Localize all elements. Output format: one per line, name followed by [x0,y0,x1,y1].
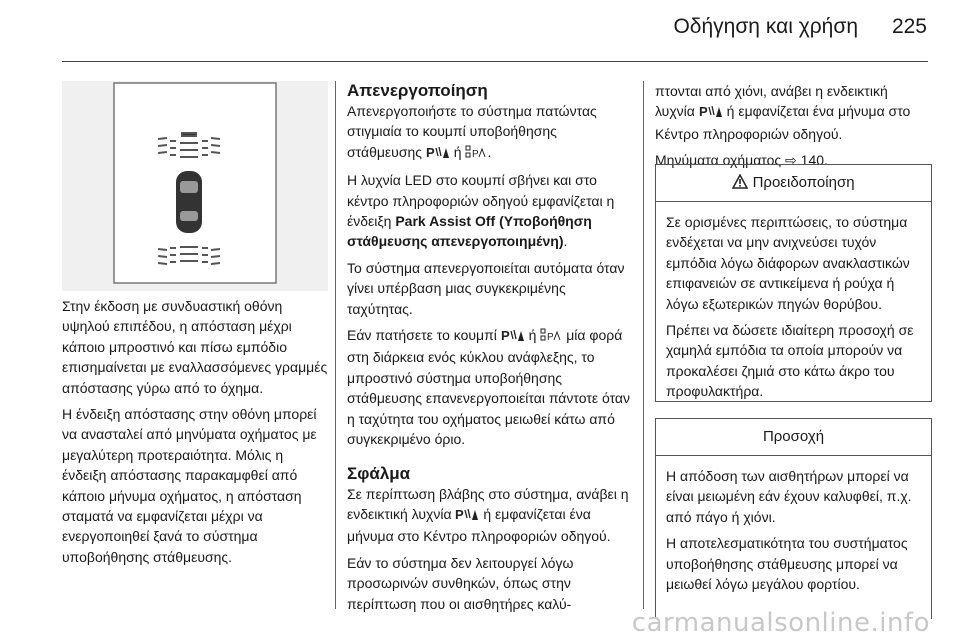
column-2 [347,81,631,620]
page-number: 225 [891,15,927,38]
page-header-title: Οδήγηση και χρήση [673,15,858,38]
caution-box [655,418,932,619]
caution-title: Προσοχή [762,428,825,445]
paragraph: Σε ορισμένες περιπτώσεις, το σύστημα ενδέχεται να μην ανιχνεύσει τυχόν εμπόδια λόγω διάφορων ανακλαστικών επιφανειών σε αντικείμενα ή ρούχα ή λόγω εξωτερικών πηγών θορύβου. [666,214,910,312]
paragraph: Σε περίπτωση βλάβης στο σύστημα, ανάβει η ενδεικτική λυχνία P ή εμφανίζεται ένα μήνυμα στο Κέντρο πληροφοριών οδηγού. [347,485,629,545]
fault-heading: Σφάλμα [347,463,411,483]
svg-text:P: P [472,148,480,159]
paragraph: Το σύστημα απενεργοποιείται αυτόματα όταν γίνει υπέρβαση μιας συγκεκριμένης ταχύτητας. [347,259,625,317]
park-assist-icon [426,144,450,164]
column-divider [643,81,644,609]
park-sensor-icon [540,327,562,347]
paragraph: Απενεργοποιήστε το σύστημα πατώντας στιγμιαία το κουμπί υποβοήθησης στάθμευσης P ή P . [347,101,631,164]
parking-display-illustration [62,81,328,291]
paragraph: Εάν πατήσετε το κουμπί P ή P μία φορά στη διάρκεια ενός κύκλου ανάφλεξης, το μπροστινό σύστημα υποβοήθησης στάθμευσης επανενεργοποιείται πάντοτε όταν η ταχύτητα του οχήματος μειωθεί κάτω από συγκεκριμένο όριο. [347,327,630,448]
paragraph: Η ένδειξη απόστασης στην οθόνη μπορεί να ανασταλεί από μηνύματα οχήματος με μεγαλύτερη προτεραιότητα. Μόλις η ένδειξη απόστασης παρακαμφθεί από κάποιο μήνυμα οχήματος, η απόσταση σταματά να εμφανίζεται μέχρι να ενεργοποιηθεί ξανά το σύστημα υποβοήθησης στάθμευσης. [62,406,317,565]
park-assist-icon [501,327,525,347]
svg-text:P: P [698,104,708,119]
paragraph: Η λυχνία LED στο κουμπί σβήνει και στο κέντρο πληροφοριών οδηγού εμφανίζεται η ένδειξη Park Assist Off (Υποβοήθηση στάθμευσης απενεργοποιημένη). [347,172,615,250]
column-3 [655,81,930,177]
paragraph: Στην έκδοση με συνδυαστική οθόνη υψηλού επιπέδου, η απόσταση μέχρι κάποιο μπροστινό και πίσω εμπόδιο επισημαίνεται με εναλλασσόμενες γραμμές απόστασης γύρω από το όχημα. [62,298,328,396]
park-assist-icon [699,103,723,123]
svg-text:P: P [425,144,435,159]
park-assist-icon [455,506,479,526]
vehicle-messages-reference: Μηνύματα οχήματος ⇨ 140. [655,152,828,169]
header-rule [62,61,928,62]
paragraph: Η απόδοση των αισθητήρων μπορεί να είναι μειωμένη εάν έχουν καλυφθεί, π.χ. από πάγο ή χιόνι. [666,468,912,525]
paragraph: Εάν το σύστημα δεν λειτουργεί λόγω προσωρινών συνθηκών, όπως στην περίπτωση που οι αισθητήρες καλύ- [347,554,574,612]
watermark: carmanualsonline.info [631,608,930,638]
paragraph: πτονται από χιόνι, ανάβει η ενδεικτική λυχνία P ή εμφανίζεται ένα μήνυμα στο Κέντρο πληροφοριών οδηγού. [655,83,911,142]
paragraph: Πρέπει να δώσετε ιδιαίτερη προσοχή σε χαμηλά εμπόδια τα οποία μπορούν να προκαλέσει ζημιά στο κάτω άκρο του προφυλακτήρα. [666,322,914,400]
column-divider [335,81,336,609]
car-icon [176,171,202,233]
warning-triangle-icon [732,167,748,203]
warning-title: Προειδοποίηση [752,174,855,191]
warning-box-header [656,165,931,202]
warning-box [655,164,932,402]
caution-box-header [656,419,931,456]
svg-text:P: P [500,328,510,343]
park-sensor-icon [465,144,487,164]
parking-distance-figure [62,81,328,291]
deactivation-heading: Απενεργοποίηση [347,81,488,100]
column-1 [62,296,328,573]
svg-text:P: P [455,506,465,521]
paragraph: Η αποτελεσματικότητα του συστήματος υποβοήθησης στάθμευσης μπορεί να μειωθεί λόγω μεγάλου φορτίου. [666,535,908,593]
svg-text:P: P [547,332,554,343]
